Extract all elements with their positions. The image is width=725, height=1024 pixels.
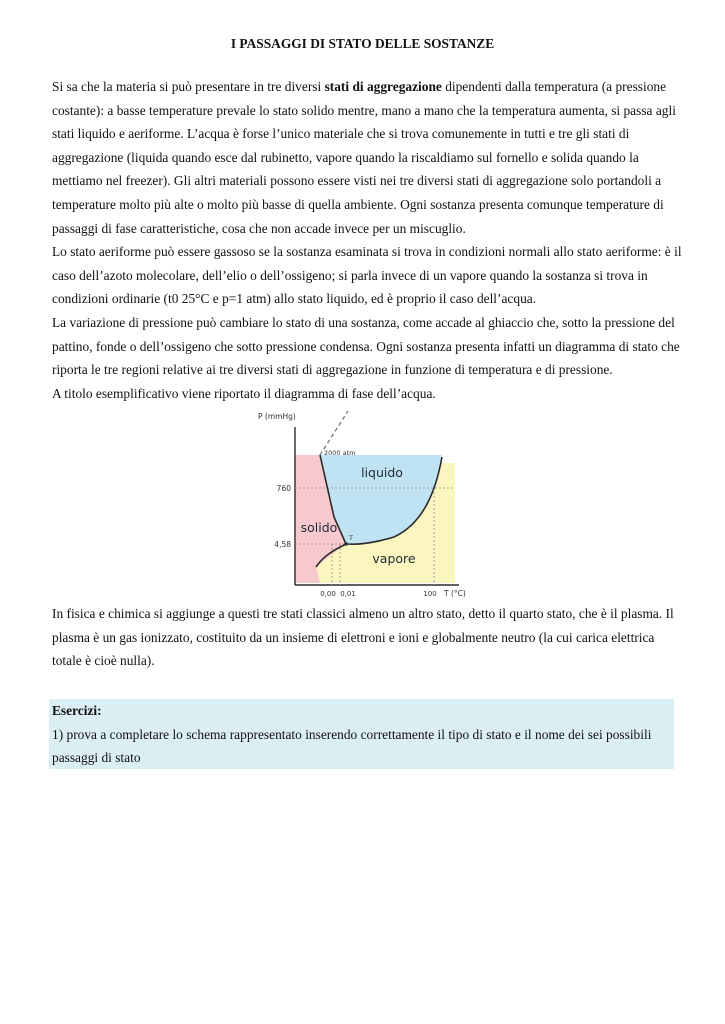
y-tick-760: 760 [276,484,291,493]
intro-p1-start: Si sa che la materia si può presentare in tre diversi [52,79,325,94]
exercises-heading: Esercizi: [52,703,102,718]
phase-diagram-svg [254,405,476,615]
intro-text [52,75,682,405]
document-title: I PASSAGGI DI STATO DELLE SOSTANZE [230,36,495,51]
vapor-label: vapore [372,551,416,566]
solid-region-fill-left [295,455,320,583]
triple-point [344,542,348,546]
x-tick-100: 100 [423,590,437,598]
exercises-content [52,699,672,770]
exercise-item-1-number: 1) [52,726,64,742]
liquid-label: liquido [361,465,403,480]
y-tick-458: 4,58 [274,540,291,549]
solid-label: solido [300,520,338,535]
plasma-paragraph: In fisica e chimica si aggiunge a questi tre stati classici almeno un altro stato, detto il quarto stato, che è il plasma. Il plasma è un gas ionizzato, costituito da un insieme di elettroni e ioni e globalmente neutro (la cui carica elettrica totale è cioè nulla). [52,606,674,669]
x-tick-001: 0,01 [340,590,356,598]
exercises-box [49,699,674,769]
exercise-item-1 [52,723,672,770]
x-axis-label: T (°C) [444,589,466,598]
intro-p1-bold: stati di aggregazione [324,79,442,94]
intro-paragraph-2: Lo stato aeriforme può essere gassoso se la sostanza esaminata si trova in condizioni normali allo stato aeriforme: è il caso dell’azoto molecolare, dell’elio o dell’ossigeno; si parla invece di un vapore quando la sostanza si trova in condizioni ordinarie (t0 25°C e p=1 atm) allo stato liquido, ed è proprio il caso dell’acqua. [52,244,682,307]
water-phase-diagram [254,405,476,615]
y-axis-label: P (mmHg) [258,412,296,421]
x-tick-000: 0,00 [320,590,336,598]
exercise-item-1-text: prova a completare lo schema rappresentato inserendo correttamente il tipo di stato e il nome dei sei possibili passaggi di stato [52,726,652,766]
triple-point-label: T [349,534,353,542]
intro-paragraph-3: La variazione di pressione può cambiare lo stato di una sostanza, come accade al ghiaccio che, sotto la pressione del pattino, fonde o dell’ossigeno che sotto pressione condensa. Ogni sostanza presenta infatti un diagramma di stato che riporta le tre regioni relative ai tre diversi stati di aggregazione in funzione di temperatura e di pressione. [52,314,680,378]
intro-paragraph-4: A titolo esemplificativo viene riportato il diagramma di fase dell’acqua. [52,385,436,401]
intro-p1-end: dipendenti dalla temperatura (a pressione costante): a basse temperature prevale lo stato solido mentre, mano a mano che la temperatura aumenta, si passa agli stati liquido e aeriforme. L’acqua è forse l’unico materiale che si trova comunemente in tutti e tre gli stati di aggregazione (liquida quando esce dal rubinetto, vapore quando la riscaldiamo sul fornello e solida quando la mettiamo nel freezer). Gli altri materiali possono essere visti nei tre diversi stati di aggregazione solo portandoli a temperature molto più alte o molto più basse di quella ambiente. Ogni sostanza presenta comunque temperature di passaggi di fase caratteristiche, cosa che non accade invece per un miscuglio. [52,79,676,236]
intro-paragraph-1 [52,75,682,240]
pressure-annotation: 2000 atm [324,449,356,457]
